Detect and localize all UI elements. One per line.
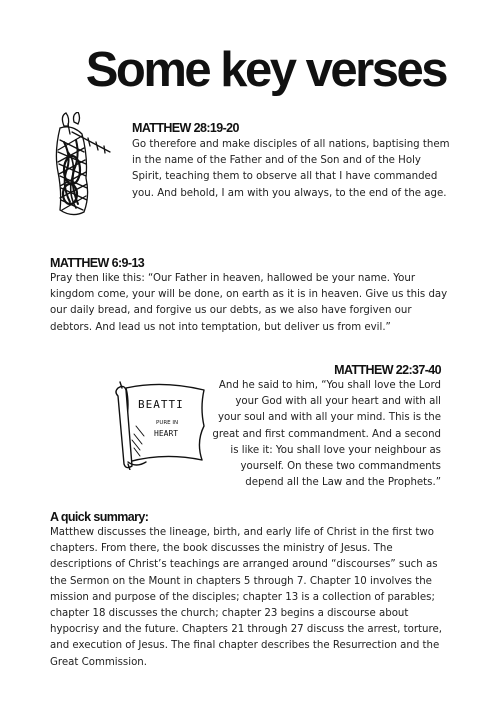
verse-reference: MATTHEW 28:19-20 — [132, 121, 239, 135]
fishing-net-icon — [50, 112, 118, 220]
scroll-text-line1: BEATTI — [138, 398, 184, 411]
verse-text: Go therefore and make disciples of all nations, baptising them in the name of the Father and of the Son and of the Holy Spirit, teaching them to observe all that I have commanded you. And behold, I am with you always, to the end of the age. — [132, 139, 450, 199]
scroll-icon — [112, 378, 212, 470]
page-title: Some key verses — [85, 43, 446, 97]
verse-text: And he said to him, “You shall love the Lord your God with all your heart and with all your soul and with all your mind. This is the great and first commandment. And a second is like it: You shall love your neighbour as yourself. On these two commandments depend all the Law and the Prophets.” — [212, 380, 441, 489]
verse-reference: MATTHEW 22:37-40 — [334, 363, 441, 377]
summary-heading: A quick summary: — [50, 510, 149, 524]
verse-reference: MATTHEW 6:9-13 — [50, 256, 145, 270]
scroll-text-line2: PURE IN — [156, 420, 179, 426]
verse-text: Pray then like this: “Our Father in heaven, hallowed be your name. Your kingdom come, your will be done, on earth as it is in heaven. Give us this day our daily bread, and forgive us our debts, as we also have forgiven our debtors. And lead us not into temptation, but deliver us from evil.” — [50, 273, 448, 333]
scroll-text-line3: HEART — [154, 429, 179, 438]
summary-text: Matthew discusses the lineage, birth, and early life of Christ in the first two chapters. From there, the book discusses the ministry of Jesus. The descriptions of Christ’s teachings are arranged around “discourses” such as the Sermon on the Mount in chapters 5 through 7. Chapter 10 involves the mission and purpose of the disciples; chapter 13 is a collection of parables; chapter 18 discusses the church; chapter 23 begins a discourse about hypocrisy and the future. Chapters 21 through 27 discuss the arrest, torture, and execution of Jesus. The final chapter describes the Resurrection and the Great Commission. — [50, 527, 442, 668]
